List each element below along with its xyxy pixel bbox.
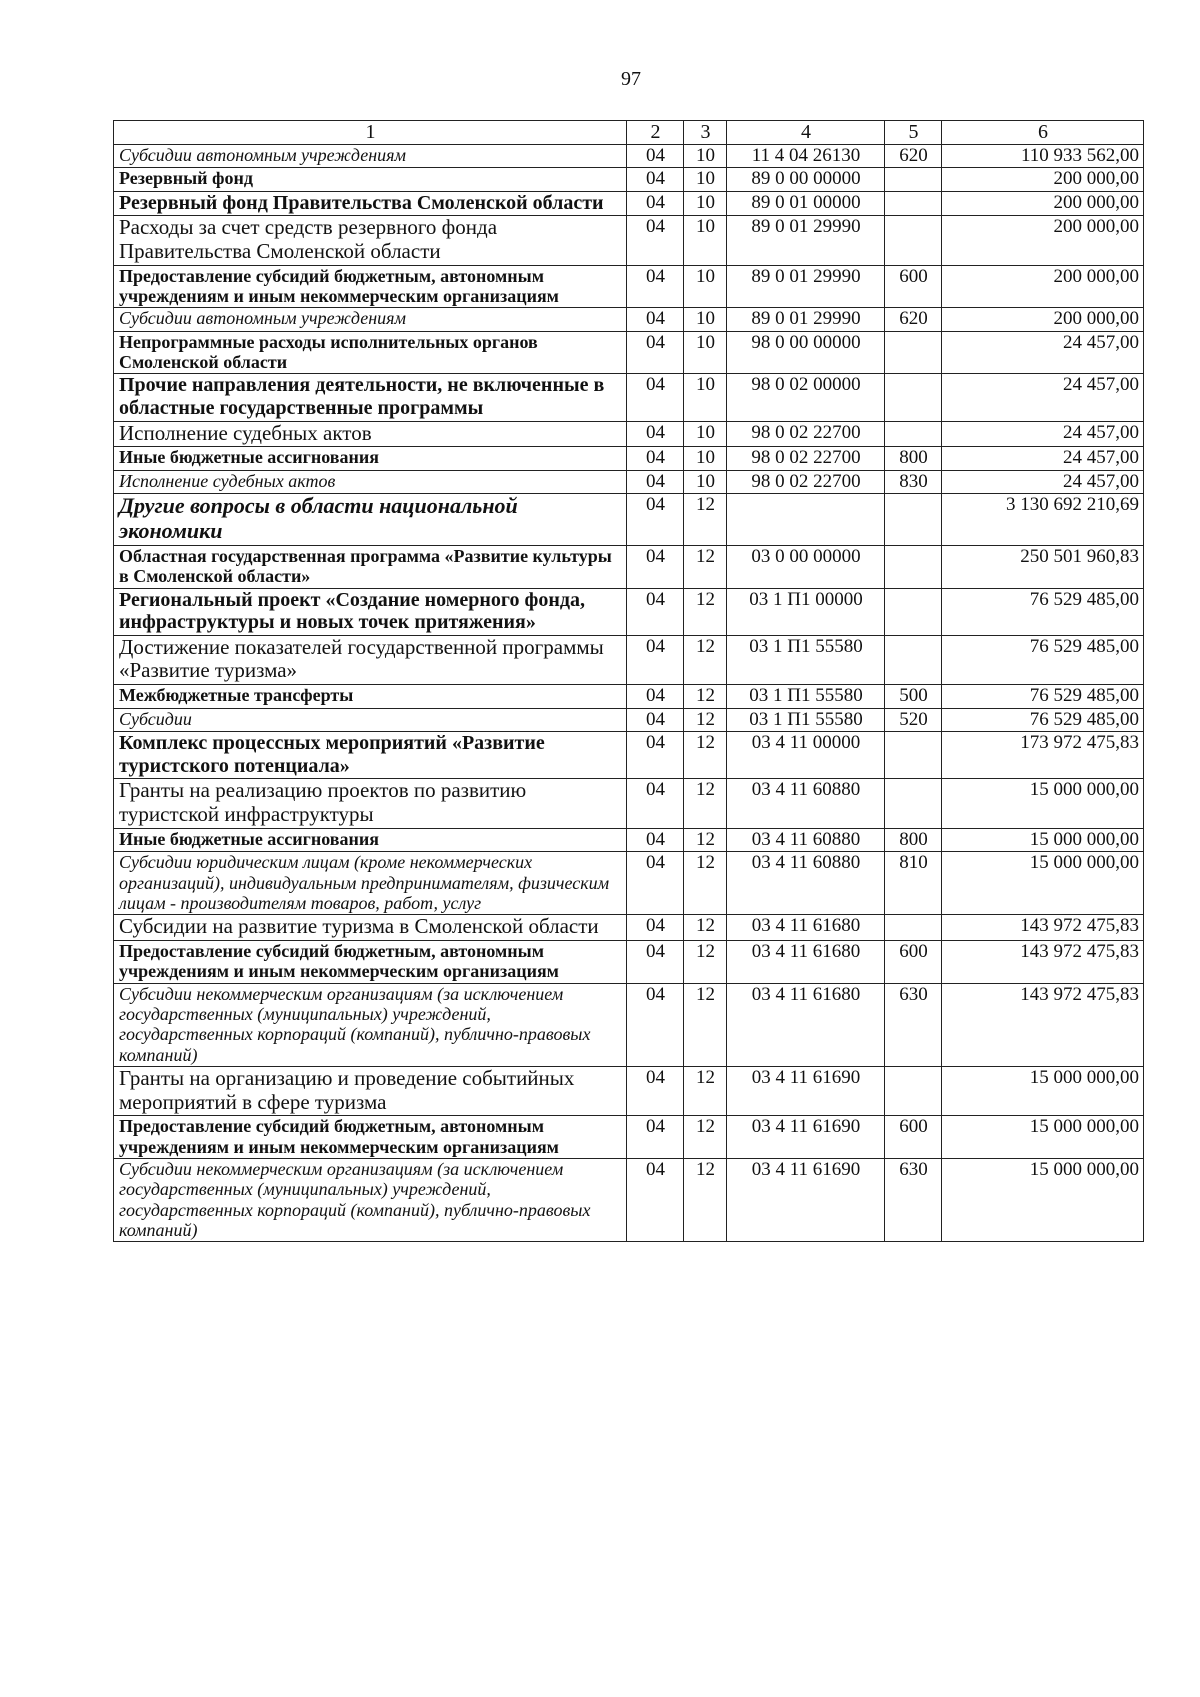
target-article-cell: 03 4 11 61690 bbox=[727, 1158, 885, 1241]
amount-cell: 15 000 000,00 bbox=[942, 828, 1144, 851]
table-row bbox=[114, 421, 1144, 447]
row-name-cell: Субсидии bbox=[114, 708, 627, 731]
amount-cell: 173 972 475,83 bbox=[942, 732, 1144, 779]
section-code-cell: 04 bbox=[627, 635, 684, 684]
row-name-cell: Резервный фонд Правительства Смоленской области bbox=[114, 191, 627, 216]
row-name-cell: Исполнение судебных актов bbox=[114, 470, 627, 493]
table-row bbox=[114, 915, 1144, 941]
subsection-code-cell: 12 bbox=[684, 635, 727, 684]
amount-cell: 200 000,00 bbox=[942, 216, 1144, 265]
expense-type-cell bbox=[885, 331, 942, 374]
target-article-cell: 98 0 02 22700 bbox=[727, 421, 885, 447]
section-code-cell: 04 bbox=[627, 828, 684, 851]
expense-type-cell: 600 bbox=[885, 1116, 942, 1159]
target-article-cell: 03 4 11 60880 bbox=[727, 852, 885, 915]
amount-cell: 24 457,00 bbox=[942, 470, 1144, 493]
section-code-cell: 04 bbox=[627, 685, 684, 708]
section-code-cell: 04 bbox=[627, 144, 684, 167]
section-code-cell: 04 bbox=[627, 216, 684, 265]
amount-cell: 110 933 562,00 bbox=[942, 144, 1144, 167]
subsection-code-cell: 12 bbox=[684, 983, 727, 1066]
subsection-code-cell: 12 bbox=[684, 494, 727, 546]
target-article-cell bbox=[727, 494, 885, 546]
row-name-cell: Межбюджетные трансферты bbox=[114, 685, 627, 708]
table-row bbox=[114, 635, 1144, 684]
target-article-cell: 89 0 01 00000 bbox=[727, 191, 885, 216]
table-row bbox=[114, 852, 1144, 915]
table-row bbox=[114, 216, 1144, 265]
target-article-cell: 03 4 11 61690 bbox=[727, 1066, 885, 1115]
amount-cell: 200 000,00 bbox=[942, 308, 1144, 331]
amount-cell: 76 529 485,00 bbox=[942, 685, 1144, 708]
table-row bbox=[114, 1066, 1144, 1115]
table-row bbox=[114, 191, 1144, 216]
amount-cell: 200 000,00 bbox=[942, 168, 1144, 191]
amount-cell: 143 972 475,83 bbox=[942, 915, 1144, 941]
table-row bbox=[114, 331, 1144, 374]
table-row bbox=[114, 374, 1144, 421]
row-name-cell: Исполнение судебных актов bbox=[114, 421, 627, 447]
subsection-code-cell: 10 bbox=[684, 265, 727, 308]
section-code-cell: 04 bbox=[627, 779, 684, 828]
target-article-cell: 03 4 11 61690 bbox=[727, 1116, 885, 1159]
target-article-cell: 89 0 00 00000 bbox=[727, 168, 885, 191]
amount-cell: 76 529 485,00 bbox=[942, 635, 1144, 684]
section-code-cell: 04 bbox=[627, 331, 684, 374]
amount-cell: 200 000,00 bbox=[942, 265, 1144, 308]
expense-type-cell bbox=[885, 915, 942, 941]
table-row bbox=[114, 779, 1144, 828]
subsection-code-cell: 12 bbox=[684, 708, 727, 731]
amount-cell: 143 972 475,83 bbox=[942, 983, 1144, 1066]
subsection-code-cell: 12 bbox=[684, 732, 727, 779]
target-article-cell: 03 1 П1 00000 bbox=[727, 588, 885, 635]
section-code-cell: 04 bbox=[627, 421, 684, 447]
expense-type-cell: 600 bbox=[885, 265, 942, 308]
amount-cell: 143 972 475,83 bbox=[942, 940, 1144, 983]
expense-type-cell bbox=[885, 635, 942, 684]
column-header: 3 bbox=[684, 121, 727, 145]
target-article-cell: 89 0 01 29990 bbox=[727, 308, 885, 331]
row-name-cell: Субсидии автономным учреждениям bbox=[114, 308, 627, 331]
table-row bbox=[114, 732, 1144, 779]
target-article-cell: 03 0 00 00000 bbox=[727, 545, 885, 588]
row-name-cell: Иные бюджетные ассигнования bbox=[114, 828, 627, 851]
amount-cell: 200 000,00 bbox=[942, 191, 1144, 216]
row-name-cell: Субсидии юридическим лицам (кроме некоммерческих организаций), индивидуальным предпринимателям, физическим лицам - производителям товаров, работ, услуг bbox=[114, 852, 627, 915]
table-row bbox=[114, 1158, 1144, 1241]
target-article-cell: 03 4 11 61680 bbox=[727, 983, 885, 1066]
expense-type-cell: 620 bbox=[885, 144, 942, 167]
amount-cell: 3 130 692 210,69 bbox=[942, 494, 1144, 546]
amount-cell: 15 000 000,00 bbox=[942, 852, 1144, 915]
target-article-cell: 03 1 П1 55580 bbox=[727, 635, 885, 684]
expense-type-cell bbox=[885, 1066, 942, 1115]
subsection-code-cell: 10 bbox=[684, 447, 727, 470]
amount-cell: 15 000 000,00 bbox=[942, 1116, 1144, 1159]
expense-type-cell bbox=[885, 779, 942, 828]
target-article-cell: 03 4 11 00000 bbox=[727, 732, 885, 779]
row-name-cell: Иные бюджетные ассигнования bbox=[114, 447, 627, 470]
section-code-cell: 04 bbox=[627, 494, 684, 546]
target-article-cell: 98 0 02 22700 bbox=[727, 470, 885, 493]
row-name-cell: Предоставление субсидий бюджетным, автономным учреждениям и иным некоммерческим организациям bbox=[114, 265, 627, 308]
expense-type-cell: 620 bbox=[885, 308, 942, 331]
expense-type-cell bbox=[885, 216, 942, 265]
table-row bbox=[114, 447, 1144, 470]
table-row bbox=[114, 265, 1144, 308]
expense-type-cell: 520 bbox=[885, 708, 942, 731]
row-name-cell: Гранты на организацию и проведение событийных мероприятий в сфере туризма bbox=[114, 1066, 627, 1115]
table-header-row bbox=[114, 121, 1144, 145]
table-row bbox=[114, 983, 1144, 1066]
column-header: 4 bbox=[727, 121, 885, 145]
expense-type-cell: 800 bbox=[885, 828, 942, 851]
section-code-cell: 04 bbox=[627, 983, 684, 1066]
row-name-cell: Достижение показателей государственной программы «Развитие туризма» bbox=[114, 635, 627, 684]
subsection-code-cell: 10 bbox=[684, 191, 727, 216]
expense-type-cell bbox=[885, 374, 942, 421]
expense-type-cell: 830 bbox=[885, 470, 942, 493]
amount-cell: 24 457,00 bbox=[942, 331, 1144, 374]
expense-type-cell bbox=[885, 421, 942, 447]
amount-cell: 15 000 000,00 bbox=[942, 1066, 1144, 1115]
row-name-cell: Другие вопросы в области национальной экономики bbox=[114, 494, 627, 546]
table-row bbox=[114, 545, 1144, 588]
section-code-cell: 04 bbox=[627, 374, 684, 421]
section-code-cell: 04 bbox=[627, 447, 684, 470]
table-row bbox=[114, 308, 1144, 331]
row-name-cell: Субсидии автономным учреждениям bbox=[114, 144, 627, 167]
table-row bbox=[114, 144, 1144, 167]
section-code-cell: 04 bbox=[627, 1066, 684, 1115]
subsection-code-cell: 12 bbox=[684, 828, 727, 851]
subsection-code-cell: 12 bbox=[684, 1116, 727, 1159]
target-article-cell: 03 1 П1 55580 bbox=[727, 708, 885, 731]
amount-cell: 15 000 000,00 bbox=[942, 779, 1144, 828]
subsection-code-cell: 12 bbox=[684, 545, 727, 588]
expense-type-cell: 810 bbox=[885, 852, 942, 915]
target-article-cell: 03 4 11 60880 bbox=[727, 828, 885, 851]
column-header: 5 bbox=[885, 121, 942, 145]
subsection-code-cell: 12 bbox=[684, 779, 727, 828]
target-article-cell: 03 1 П1 55580 bbox=[727, 685, 885, 708]
section-code-cell: 04 bbox=[627, 265, 684, 308]
subsection-code-cell: 12 bbox=[684, 915, 727, 941]
target-article-cell: 03 4 11 61680 bbox=[727, 940, 885, 983]
section-code-cell: 04 bbox=[627, 732, 684, 779]
section-code-cell: 04 bbox=[627, 308, 684, 331]
column-header: 6 bbox=[942, 121, 1144, 145]
expense-type-cell bbox=[885, 732, 942, 779]
expense-type-cell: 600 bbox=[885, 940, 942, 983]
row-name-cell: Резервный фонд bbox=[114, 168, 627, 191]
row-name-cell: Областная государственная программа «Развитие культуры в Смоленской области» bbox=[114, 545, 627, 588]
subsection-code-cell: 12 bbox=[684, 588, 727, 635]
expense-type-cell bbox=[885, 168, 942, 191]
target-article-cell: 03 4 11 61680 bbox=[727, 915, 885, 941]
subsection-code-cell: 10 bbox=[684, 216, 727, 265]
table-row bbox=[114, 494, 1144, 546]
table-row bbox=[114, 940, 1144, 983]
expense-type-cell: 630 bbox=[885, 983, 942, 1066]
section-code-cell: 04 bbox=[627, 168, 684, 191]
expense-type-cell bbox=[885, 545, 942, 588]
target-article-cell: 98 0 02 00000 bbox=[727, 374, 885, 421]
amount-cell: 250 501 960,83 bbox=[942, 545, 1144, 588]
section-code-cell: 04 bbox=[627, 588, 684, 635]
row-name-cell: Субсидии некоммерческим организациям (за исключением государственных (муниципальных) учреждений, государственных корпораций (компаний), публично-правовых компаний) bbox=[114, 983, 627, 1066]
subsection-code-cell: 10 bbox=[684, 331, 727, 374]
expense-type-cell bbox=[885, 191, 942, 216]
expense-type-cell bbox=[885, 588, 942, 635]
amount-cell: 24 457,00 bbox=[942, 421, 1144, 447]
target-article-cell: 89 0 01 29990 bbox=[727, 265, 885, 308]
target-article-cell: 98 0 00 00000 bbox=[727, 331, 885, 374]
column-header: 1 bbox=[114, 121, 627, 145]
section-code-cell: 04 bbox=[627, 545, 684, 588]
row-name-cell: Расходы за счет средств резервного фонда Правительства Смоленской области bbox=[114, 216, 627, 265]
target-article-cell: 98 0 02 22700 bbox=[727, 447, 885, 470]
row-name-cell: Региональный проект «Создание номерного фонда, инфраструктуры и новых точек притяжения» bbox=[114, 588, 627, 635]
amount-cell: 15 000 000,00 bbox=[942, 1158, 1144, 1241]
budget-table bbox=[113, 120, 1144, 1242]
subsection-code-cell: 12 bbox=[684, 1066, 727, 1115]
row-name-cell: Предоставление субсидий бюджетным, автономным учреждениям и иным некоммерческим организациям bbox=[114, 1116, 627, 1159]
table-row bbox=[114, 588, 1144, 635]
target-article-cell: 11 4 04 26130 bbox=[727, 144, 885, 167]
subsection-code-cell: 10 bbox=[684, 421, 727, 447]
subsection-code-cell: 12 bbox=[684, 1158, 727, 1241]
section-code-cell: 04 bbox=[627, 1116, 684, 1159]
table-row bbox=[114, 828, 1144, 851]
target-article-cell: 03 4 11 60880 bbox=[727, 779, 885, 828]
row-name-cell: Комплекс процессных мероприятий «Развитие туристского потенциала» bbox=[114, 732, 627, 779]
table-row bbox=[114, 708, 1144, 731]
subsection-code-cell: 12 bbox=[684, 685, 727, 708]
section-code-cell: 04 bbox=[627, 852, 684, 915]
subsection-code-cell: 10 bbox=[684, 470, 727, 493]
page-number: 97 bbox=[621, 68, 641, 90]
expense-type-cell: 630 bbox=[885, 1158, 942, 1241]
table-row bbox=[114, 470, 1144, 493]
amount-cell: 76 529 485,00 bbox=[942, 588, 1144, 635]
expense-type-cell: 500 bbox=[885, 685, 942, 708]
section-code-cell: 04 bbox=[627, 915, 684, 941]
target-article-cell: 89 0 01 29990 bbox=[727, 216, 885, 265]
subsection-code-cell: 12 bbox=[684, 852, 727, 915]
table-row bbox=[114, 1116, 1144, 1159]
subsection-code-cell: 10 bbox=[684, 144, 727, 167]
row-name-cell: Субсидии на развитие туризма в Смоленской области bbox=[114, 915, 627, 941]
section-code-cell: 04 bbox=[627, 191, 684, 216]
amount-cell: 76 529 485,00 bbox=[942, 708, 1144, 731]
section-code-cell: 04 bbox=[627, 940, 684, 983]
row-name-cell: Субсидии некоммерческим организациям (за исключением государственных (муниципальных) учреждений, государственных корпораций (компаний), публично-правовых компаний) bbox=[114, 1158, 627, 1241]
section-code-cell: 04 bbox=[627, 470, 684, 493]
expense-type-cell: 800 bbox=[885, 447, 942, 470]
subsection-code-cell: 10 bbox=[684, 168, 727, 191]
amount-cell: 24 457,00 bbox=[942, 374, 1144, 421]
row-name-cell: Прочие направления деятельности, не включенные в областные государственные программы bbox=[114, 374, 627, 421]
table-row bbox=[114, 685, 1144, 708]
subsection-code-cell: 12 bbox=[684, 940, 727, 983]
row-name-cell: Непрограммные расходы исполнительных органов Смоленской области bbox=[114, 331, 627, 374]
row-name-cell: Гранты на реализацию проектов по развитию туристской инфраструктуры bbox=[114, 779, 627, 828]
amount-cell: 24 457,00 bbox=[942, 447, 1144, 470]
table-row bbox=[114, 168, 1144, 191]
section-code-cell: 04 bbox=[627, 1158, 684, 1241]
expense-type-cell bbox=[885, 494, 942, 546]
column-header: 2 bbox=[627, 121, 684, 145]
section-code-cell: 04 bbox=[627, 708, 684, 731]
subsection-code-cell: 10 bbox=[684, 308, 727, 331]
row-name-cell: Предоставление субсидий бюджетным, автономным учреждениям и иным некоммерческим организациям bbox=[114, 940, 627, 983]
subsection-code-cell: 10 bbox=[684, 374, 727, 421]
